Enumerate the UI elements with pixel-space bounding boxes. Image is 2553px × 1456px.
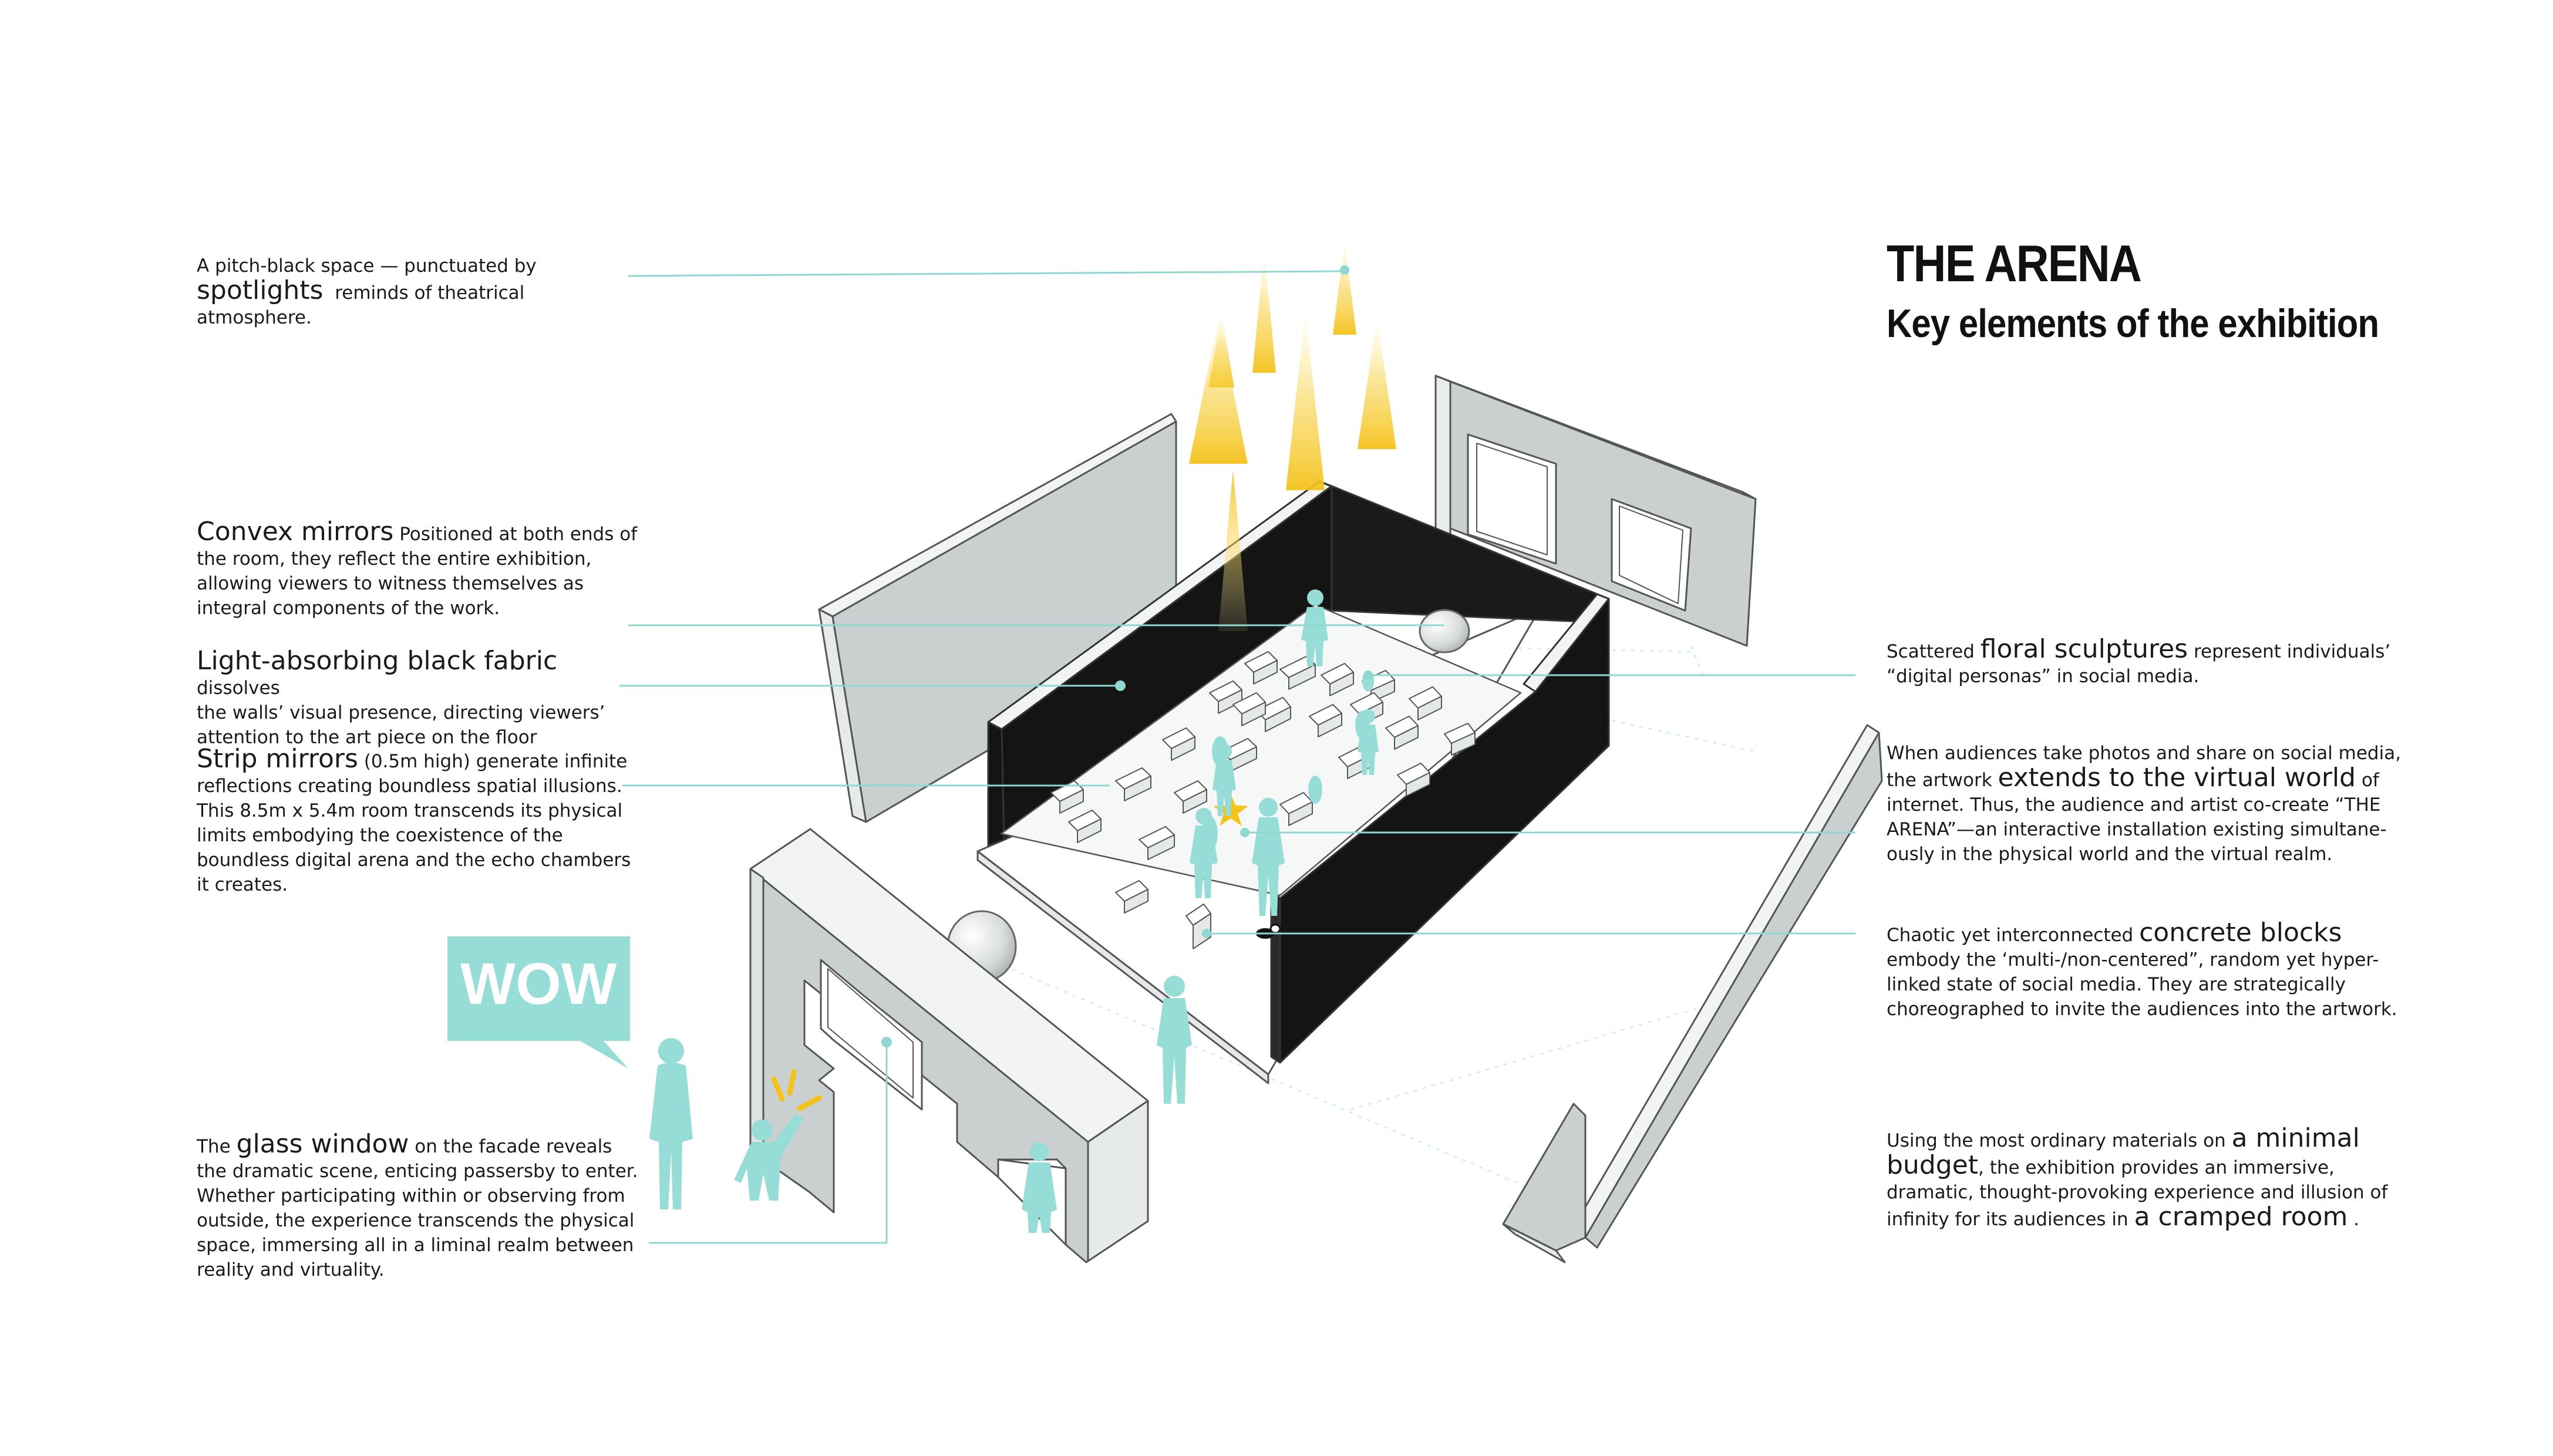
keyword-glass-window: glass window [236,1129,409,1159]
note-concrete-blocks: Chaotic yet interconnected concrete blocks embody the ‘multi-/non-centered”, random yet hyper- linked state of social media. They are strategically choreographed to invite the audiences into the artwork. [1887,918,2397,1020]
leader-spotlights [628,271,1345,276]
note-spotlights: A pitch-black space — punctuated by spotlights reminds of theatrical atmosphere. [197,255,537,328]
spotlight-beam [1286,310,1325,490]
page-title: THE ARENA [1887,234,2141,292]
keyword-black-fabric: Light-absorbing black fabric [197,646,558,676]
keyword-budget: budget [1887,1150,1978,1180]
note-floral-sculptures: Scattered floral sculptures represent individuals’ “digital personas” in social media. [1887,634,2391,687]
wow-text: WOW [460,951,617,1017]
note-black-fabric: Light-absorbing black fabric dissolves the walls’ visual presence, directing viewers’ attention to the art piece on the floor [197,646,605,748]
spotlight-beam [1252,250,1276,373]
note-virtual-world: When audiences take photos and share on social media, the artwork extends to the virtual world of internet. Thus, the audience and artist co-create “THE ARENA”—an interactive installation existing simultane- ously in the physical world and the virtual realm. [1887,743,2402,865]
convex-mirror-back [1420,610,1469,652]
keyword-convex-mirrors: Convex mirrors [197,517,394,547]
page-subtitle: Key elements of the exhibition [1887,301,2379,346]
right-wall-panel [1503,725,1882,1262]
spotlight-beam [1189,317,1248,464]
keyword-spotlights: spotlights [197,275,324,305]
note-convex-mirrors: Convex mirrors Positioned at both ends of the room, they reflect the entire exhibition, allowing viewers to witness themselves as integral components of the work. [197,517,638,619]
spotlight-beam [1333,241,1356,335]
spotlight-beam [1358,317,1396,449]
keyword-virtual-world: extends to the virtual world [1998,763,2356,793]
keyword-concrete-blocks: concrete blocks [2139,918,2342,948]
note-minimal-budget: Using the most ordinary materials on a minimal budget, the exhibition provides an immersive, dramatic, thought-provoking experience and illusion of infinity for its audiences in a cramped room . [1887,1123,2388,1232]
keyword-cramped-room: a cramped room [2134,1202,2348,1232]
visitor-figure [649,1038,693,1209]
wow-speech-bubble [447,936,630,1069]
floral-sculpture [1308,776,1322,804]
note-glass-window: The glass window on the facade reveals the dramatic scene, enticing passersby to enter. Whether participating within or observing from outside, the experience transcends the physical space, immersing all in a liminal realm between reality and virtuality. [197,1129,638,1280]
keyword-minimal: a minimal [2231,1123,2360,1153]
note-strip-mirrors: Strip mirrors (0.5m high) generate infinite reflections creating boundless spatial illusions. This 8.5m x 5.4m room transcends its physical limits embodying the coexistence of the boundless digital arena and the echo chambers it creates. [197,744,631,895]
keyword-strip-mirrors: Strip mirrors [197,744,358,774]
keyword-floral-sculptures: floral sculptures [1980,634,2188,664]
